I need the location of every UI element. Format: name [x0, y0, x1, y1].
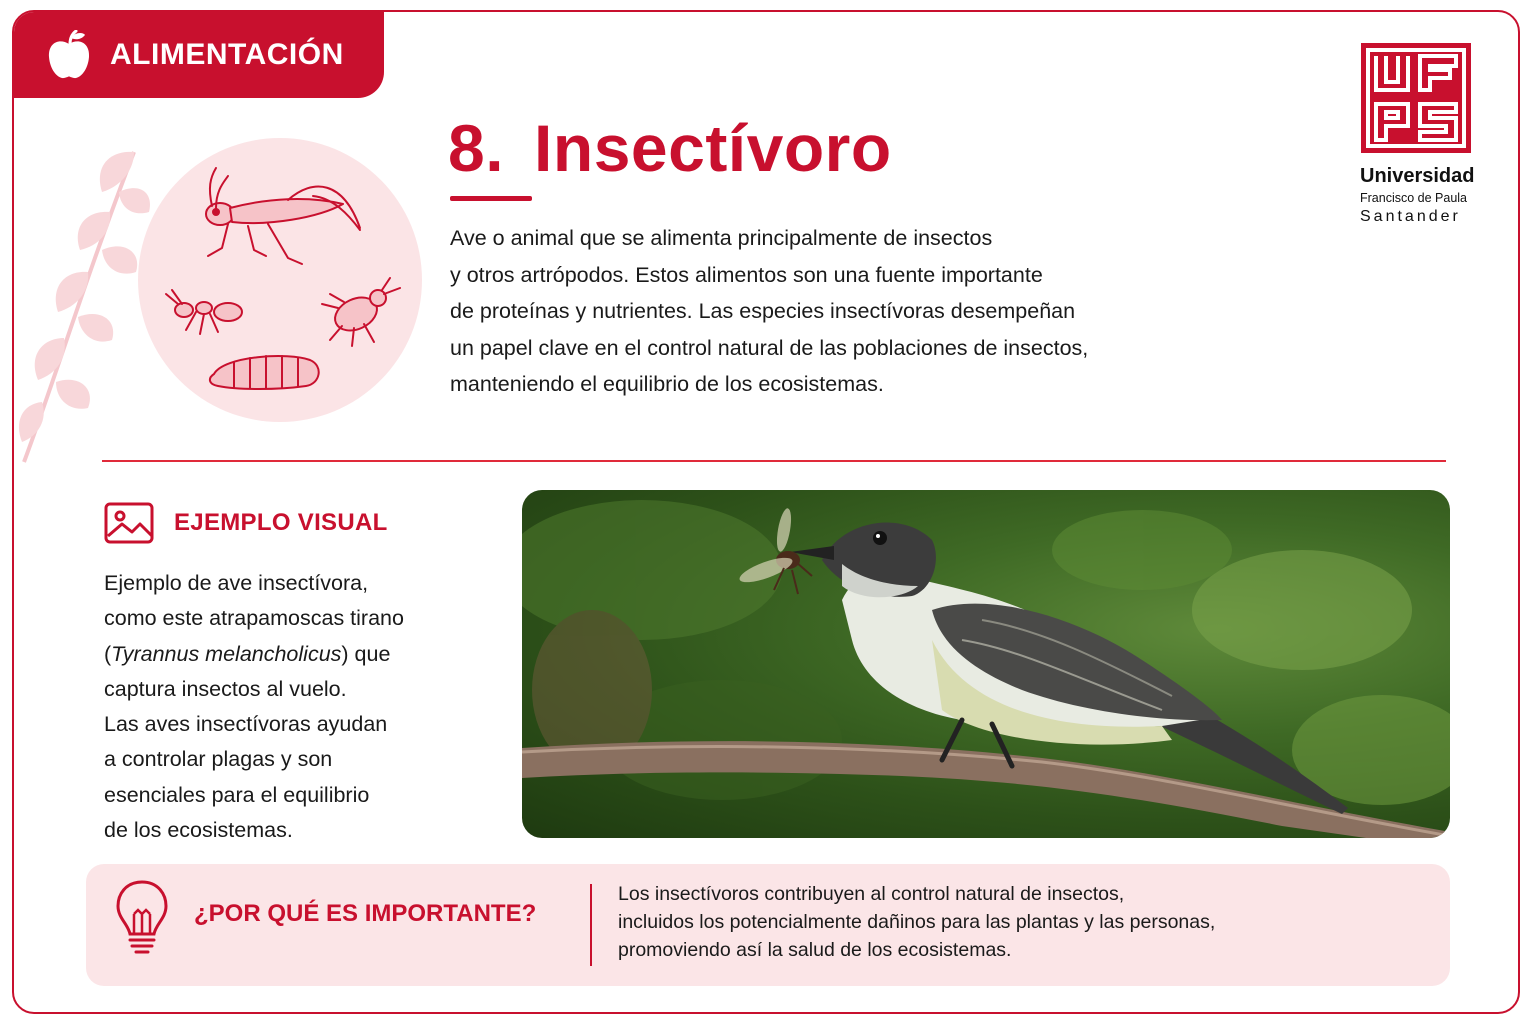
example-line-species — [104, 637, 504, 672]
insects-drawing — [138, 138, 422, 422]
beetle-icon — [322, 278, 400, 346]
image-icon — [104, 502, 154, 544]
larva-icon — [210, 356, 319, 389]
bird-photo — [522, 490, 1450, 838]
ufps-logo-mark — [1360, 42, 1472, 154]
importance-line: promoviendo así la salud de los ecosistemas. — [618, 939, 1012, 961]
example-line: de los ecosistemas. — [104, 818, 293, 843]
definition-line: y otros artrópodos. Estos alimentos son una fuente importante — [450, 262, 1043, 287]
example-line: Ejemplo de ave insectívora, — [104, 571, 369, 595]
apple-icon — [46, 30, 92, 80]
definition-line: manteniendo el equilibrio de los ecosistemas. — [450, 372, 884, 396]
importance-panel — [86, 864, 1450, 986]
example-title: EJEMPLO VISUAL — [174, 509, 388, 536]
example-line: esenciales para el equilibrio — [104, 782, 370, 807]
bird-photo-illustration — [522, 490, 1450, 838]
leaves-decoration — [14, 132, 154, 472]
definition-line: de proteínas y nutrientes. Las especies insectívoras desempeñan — [450, 299, 1076, 323]
ufps-logo — [1360, 42, 1480, 226]
lightbulb-icon — [114, 878, 170, 958]
logo-line-2: Francisco de Paula — [1360, 191, 1468, 205]
info-card — [12, 10, 1520, 1014]
title-underline — [450, 196, 532, 201]
species-name: Tyrannus melancholicus — [111, 641, 342, 666]
example-line: como este atrapamoscas tirano — [104, 606, 404, 631]
example-heading — [104, 502, 388, 544]
definition-line: un papel clave en el control natural de las poblaciones de insectos, — [450, 335, 1089, 360]
ant-icon — [166, 290, 242, 334]
importance-text — [618, 880, 1215, 964]
importance-line: Los insectívoros contribuyen al control natural de insectos, — [618, 883, 1125, 905]
term-title: Insectívoro — [534, 111, 892, 185]
category-label: ALIMENTACIÓN — [110, 38, 344, 71]
paren-open: ( — [104, 641, 112, 666]
importance-line: incluidos los potencialmente dañinos para las plantas y las personas, — [618, 911, 1216, 933]
definition-text — [450, 220, 1230, 403]
section-divider — [102, 460, 1446, 462]
example-line: Las aves insectívoras ayudan — [104, 712, 388, 737]
paren-close: ) que — [341, 641, 391, 666]
category-tab — [14, 12, 384, 98]
example-line: captura insectos al vuelo. — [104, 676, 347, 701]
logo-line-1: Universidad — [1360, 165, 1475, 187]
example-line: a controlar plagas y son — [104, 747, 333, 772]
term-number: 8. — [448, 111, 505, 185]
definition-line: Ave o animal que se alimenta principalmente de insectos — [450, 226, 993, 250]
example-text — [104, 566, 504, 848]
importance-title: ¿POR QUÉ ES IMPORTANTE? — [194, 900, 537, 927]
insects-illustration — [138, 138, 422, 422]
logo-line-3: Santander — [1360, 208, 1461, 225]
importance-separator — [590, 884, 592, 966]
grasshopper-icon — [206, 168, 360, 264]
page-title — [448, 110, 892, 186]
